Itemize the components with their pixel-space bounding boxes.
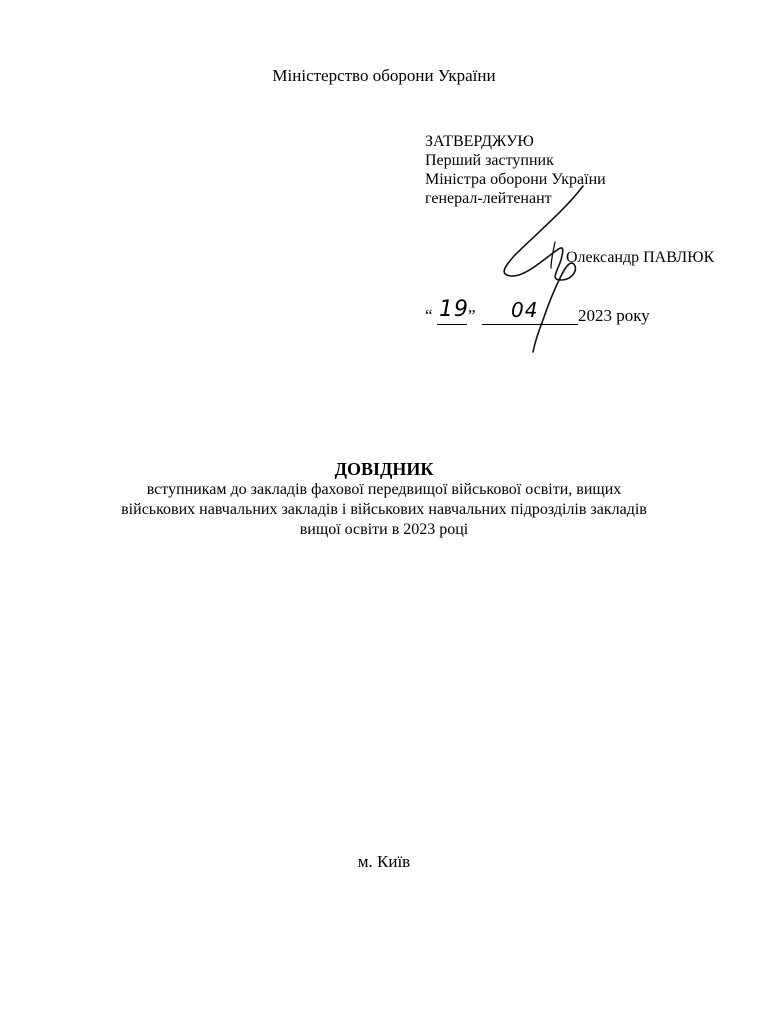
approval-rank: генерал-лейтенант xyxy=(425,190,552,207)
city-footer: м. Київ xyxy=(357,852,411,871)
subtitle-line-3: вищої освіти в 2023 році xyxy=(299,521,469,538)
subtitle-line-1: вступникам до закладів фахової передвищої військової освіти, вищих xyxy=(146,481,622,498)
date-quote-open: “ xyxy=(425,306,433,325)
signer-name: Олександр ПАВЛЮК xyxy=(566,249,715,266)
date-year: 2023 року xyxy=(578,306,650,325)
approval-position-line-1: Перший заступник xyxy=(425,152,554,169)
approval-position-line-2: Міністра оборони України xyxy=(425,171,606,188)
date-quote-close: ” xyxy=(468,306,476,325)
title-block xyxy=(100,458,668,540)
document-title: ДОВІДНИК xyxy=(334,459,434,479)
date-day-underline xyxy=(437,324,467,325)
ministry-header: Міністерство оборони України xyxy=(272,66,496,85)
approval-heading: ЗАТВЕРДЖУЮ xyxy=(425,133,534,150)
date-month-handwritten: 04 xyxy=(511,298,539,322)
date-month-underline xyxy=(482,324,578,325)
subtitle-line-2: військових навчальних закладів і військових навчальних підрозділів закладів xyxy=(121,501,647,518)
date-day-handwritten: 19 xyxy=(439,297,469,322)
approval-date xyxy=(425,297,685,336)
